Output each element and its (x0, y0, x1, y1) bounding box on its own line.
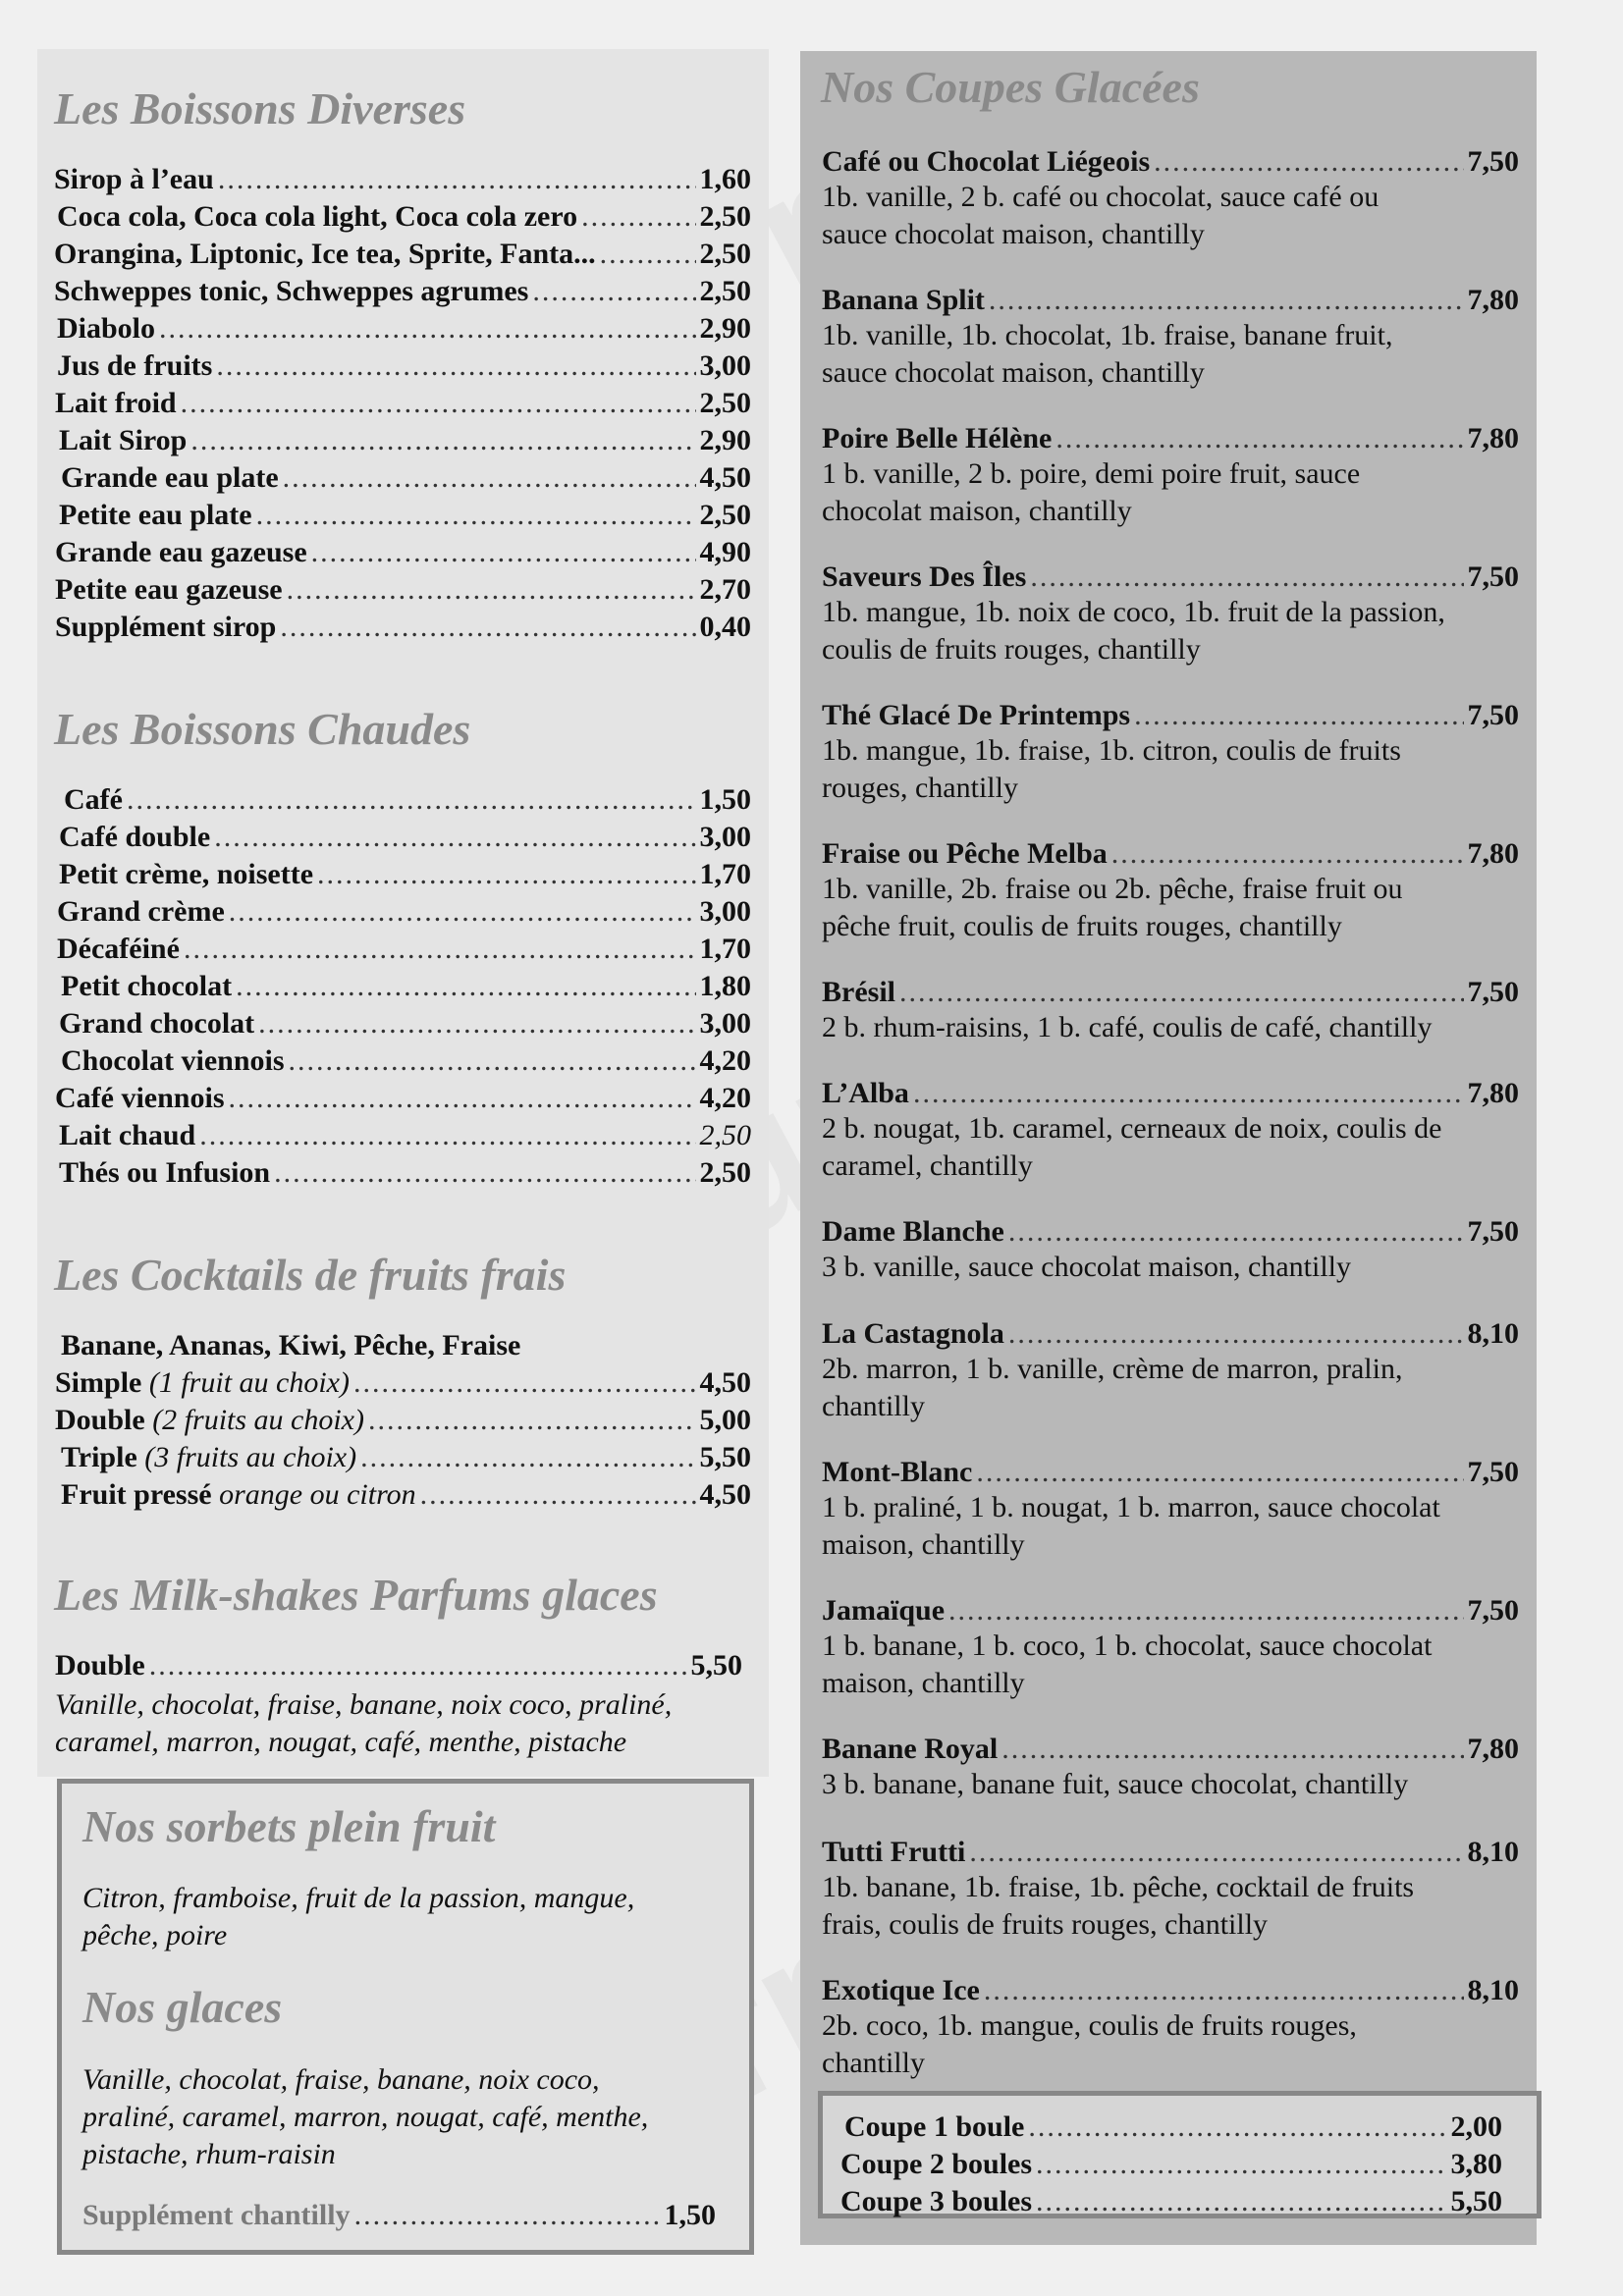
leader-dots (1111, 837, 1464, 871)
coupe-description: chocolat maison, chantilly (822, 495, 1132, 527)
coupe-description: chantilly (822, 1390, 925, 1422)
coupe-description: 1b. mangue, 1b. noix de coco, 1b. fruit de la passion, (822, 596, 1445, 628)
section-title-milkshakes: Les Milk-shakes Parfums glaces (54, 1570, 658, 1620)
coupe-price: 7,50 (1467, 1456, 1519, 1488)
coupe-description: coulis de fruits rouges, chantilly (822, 633, 1201, 666)
coupe-name: Poire Belle Hélène (822, 422, 1053, 454)
glace-flavors: Vanille, chocolat, fraise, banane, noix coco, (82, 2063, 600, 2096)
menu-item: Sirop à l’eau ..... 1,60 (54, 163, 751, 196)
coupe-item (822, 422, 1519, 455)
leader-dots (948, 1594, 1463, 1628)
coupe-item (822, 1733, 1519, 1766)
menu-item: Chocolat viennois ..... 4,20 (61, 1044, 751, 1078)
coupe-name: Banane Royal (822, 1733, 999, 1765)
menu-item: Petit chocolat ..... 1,80 (61, 970, 751, 1003)
coupe-description: 1b. mangue, 1b. fraise, 1b. citron, coulis de fruits (822, 734, 1401, 767)
coupe-price: 8,10 (1467, 1317, 1519, 1350)
coupe-item (822, 561, 1519, 594)
supplement-chantilly: Supplément chantilly ..... 1,50 (82, 2199, 716, 2232)
coupe-item (822, 284, 1519, 317)
section-title-coupes: Nos Coupes Glacées (821, 62, 1200, 112)
menu-item: Orangina, Liptonic, Ice tea, Sprite, Fanta... ..... 2,50 (54, 238, 751, 271)
sorbet-flavors: pêche, poire (82, 1919, 228, 1951)
coupe-item (822, 145, 1519, 179)
coupe-name: La Castagnola (822, 1317, 1004, 1350)
coupe-description: rouges, chantilly (822, 772, 1018, 804)
coupe-description: caramel, chantilly (822, 1149, 1033, 1182)
leader-dots (1001, 1733, 1463, 1766)
coupe-description: 2 b. rhum-raisins, 1 b. café, coulis de café, chantilly (822, 1011, 1433, 1043)
coupe-price: 7,50 (1467, 561, 1519, 593)
coupe-name: Dame Blanche (822, 1215, 1004, 1248)
coupe-name: Fraise ou Pêche Melba (822, 837, 1108, 870)
coupe-name: Tutti Frutti (822, 1836, 966, 1868)
menu-item: Café viennois ..... 4,20 (55, 1082, 751, 1115)
menu-item: Café double ..... 3,00 (59, 821, 751, 854)
menu-item: Grand crème ..... 3,00 (57, 895, 751, 929)
section-title-sorbets: Nos sorbets plein fruit (82, 1801, 496, 1851)
coupe-item (822, 699, 1519, 732)
coupe-name: Café ou Chocolat Liégeois (822, 145, 1151, 178)
coupe-description: chantilly (822, 2047, 925, 2079)
coupe-price: 7,80 (1467, 284, 1519, 316)
menu-item: Double ..... 5,50 (55, 1649, 742, 1682)
menu-item: Petite eau plate ..... 2,50 (59, 499, 751, 532)
coupe-description: 1 b. banane, 1 b. coco, 1 b. chocolat, sauce chocolat (822, 1629, 1433, 1662)
coupe-item (822, 1594, 1519, 1628)
leader-dots (989, 284, 1464, 317)
menu-item: Schweppes tonic, Schweppes agrumes ..... 2,50 (54, 275, 751, 308)
coupe-item (822, 1836, 1519, 1869)
section-title-glaces: Nos glaces (82, 1982, 283, 2032)
coupe-description: 1b. vanille, 2b. fraise ou 2b. pêche, fraise fruit ou (822, 873, 1403, 905)
coupe-price: 7,50 (1467, 699, 1519, 731)
coupe-description: maison, chantilly (822, 1528, 1025, 1561)
coupe-name: L’Alba (822, 1077, 909, 1109)
leader-dots (1030, 561, 1463, 594)
menu-item: Café ..... 1,50 (64, 783, 751, 817)
menu-item: Lait chaud ..... 2,50 (59, 1119, 751, 1152)
coupe-name: Thé Glacé De Printemps (822, 699, 1131, 731)
leader-dots (1008, 1215, 1464, 1249)
leader-dots (1055, 422, 1463, 455)
sorbet-flavors: Citron, framboise, fruit de la passion, mangue, (82, 1882, 635, 1914)
menu-item: Grande eau gazeuse ..... 4,90 (55, 536, 751, 569)
coupe-description: 3 b. vanille, sauce chocolat maison, chantilly (822, 1251, 1352, 1283)
leader-dots (976, 1456, 1463, 1489)
coupe-name: Banana Split (822, 284, 985, 316)
leader-dots (984, 1974, 1464, 2007)
leader-dots (1134, 699, 1463, 732)
leader-dots (969, 1836, 1463, 1869)
coupe-item (822, 976, 1519, 1009)
menu-item: Triple (3 fruits au choix) ..... 5,50 (61, 1441, 751, 1474)
coupe-price: 8,10 (1467, 1836, 1519, 1868)
coupe-description: 2b. marron, 1 b. vanille, crème de marron, pralin, (822, 1353, 1403, 1385)
coupe-item (822, 1077, 1519, 1110)
coupe-name: Brésil (822, 976, 895, 1008)
leader-dots (1008, 1317, 1464, 1351)
coupe-item (822, 1456, 1519, 1489)
glace-flavors: praliné, caramel, marron, nougat, café, menthe, (82, 2101, 649, 2133)
coupe-description: 1 b. praliné, 1 b. nougat, 1 b. marron, sauce chocolat (822, 1491, 1440, 1523)
coupe-price: 7,50 (1467, 145, 1519, 178)
cocktail-fruits: Banane, Ananas, Kiwi, Pêche, Fraise (61, 1329, 521, 1362)
coupe-description: maison, chantilly (822, 1667, 1025, 1699)
menu-item: Petit crème, noisette ..... 1,70 (59, 858, 751, 891)
menu-item: Décaféiné ..... 1,70 (57, 933, 751, 966)
glace-flavors: pistache, rhum-raisin (82, 2138, 336, 2170)
menu-item: Simple (1 fruit au choix) ..... 4,50 (55, 1366, 751, 1400)
coupe-price: 7,50 (1467, 1594, 1519, 1627)
coupe-description: pêche fruit, coulis de fruits rouges, chantilly (822, 910, 1342, 942)
coupe-item (822, 1974, 1519, 2007)
section-title-cocktails: Les Cocktails de fruits frais (54, 1250, 567, 1300)
coupe-price: 7,80 (1467, 1733, 1519, 1765)
leader-dots (1154, 145, 1463, 179)
coupe-name: Exotique Ice (822, 1974, 980, 2006)
coupe-description: 1 b. vanille, 2 b. poire, demi poire fruit, sauce (822, 457, 1361, 490)
milkshake-flavors: caramel, marron, nougat, café, menthe, pistache (55, 1726, 627, 1758)
menu-item: Double (2 fruits au choix) ..... 5,00 (55, 1404, 751, 1437)
coupe-price: 8,10 (1467, 1974, 1519, 2006)
menu-item: Grande eau plate ..... 4,50 (61, 461, 751, 495)
coupe-price: 7,80 (1467, 837, 1519, 870)
coupe-item (822, 1317, 1519, 1351)
coupe-price: 7,80 (1467, 1077, 1519, 1109)
menu-item: Coca cola, Coca cola light, Coca cola zero ..... 2,50 (57, 200, 751, 234)
menu-item: Thés ou Infusion ..... 2,50 (59, 1156, 751, 1190)
coupe-name: Mont-Blanc (822, 1456, 973, 1488)
menu-item: Supplément sirop ..... 0,40 (55, 611, 751, 644)
coupe-name: Jamaïque (822, 1594, 946, 1627)
coupe-description: 2b. coco, 1b. mangue, coulis de fruits rouges, (822, 2009, 1357, 2042)
menu-item: Lait Sirop ..... 2,90 (59, 424, 751, 457)
coupe-price: 7,80 (1467, 422, 1519, 454)
menu-item: Grand chocolat ..... 3,00 (59, 1007, 751, 1041)
coupe-item (822, 837, 1519, 871)
milkshake-flavors: Vanille, chocolat, fraise, banane, noix coco, praliné, (55, 1688, 673, 1721)
coupe-description: 1b. vanille, 1b. chocolat, 1b. fraise, banane fruit, (822, 319, 1393, 351)
coupe-description: 2 b. nougat, 1b. caramel, cerneaux de noix, coulis de (822, 1112, 1442, 1145)
coupe-price: 7,50 (1467, 1215, 1519, 1248)
coupe-description: 3 b. banane, banane fuit, sauce chocolat, chantilly (822, 1768, 1409, 1800)
coupe-description: sauce chocolat maison, chantilly (822, 356, 1205, 389)
coupe-description: 1b. banane, 1b. fraise, 1b. pêche, cocktail de fruits (822, 1871, 1415, 1903)
coupe-boule-item: Coupe 1 boule ..... 2,00 (844, 2110, 1502, 2144)
section-title-boissons-diverses: Les Boissons Diverses (54, 83, 466, 133)
coupe-item (822, 1215, 1519, 1249)
leader-dots (899, 976, 1464, 1009)
coupe-name: Saveurs Des Îles (822, 561, 1027, 593)
menu-item: Jus de fruits ..... 3,00 (57, 349, 751, 383)
coupe-boule-item: Coupe 3 boules ..... 5,50 (840, 2185, 1502, 2218)
menu-item: Diabolo ..... 2,90 (57, 312, 751, 346)
menu-item: Fruit pressé orange ou citron ..... 4,50 (61, 1478, 751, 1512)
coupe-description: 1b. vanille, 2 b. café ou chocolat, sauce café ou (822, 181, 1380, 213)
leader-dots (913, 1077, 1464, 1110)
coupe-price: 7,50 (1467, 976, 1519, 1008)
coupe-description: sauce chocolat maison, chantilly (822, 218, 1205, 250)
coupe-boule-item: Coupe 2 boules ..... 3,80 (840, 2148, 1502, 2181)
section-title-boissons-chaudes: Les Boissons Chaudes (54, 704, 471, 754)
menu-item: Petite eau gazeuse ..... 2,70 (55, 573, 751, 607)
coupe-description: frais, coulis de fruits rouges, chantilly (822, 1908, 1269, 1941)
menu-item: Lait froid ..... 2,50 (55, 387, 751, 420)
